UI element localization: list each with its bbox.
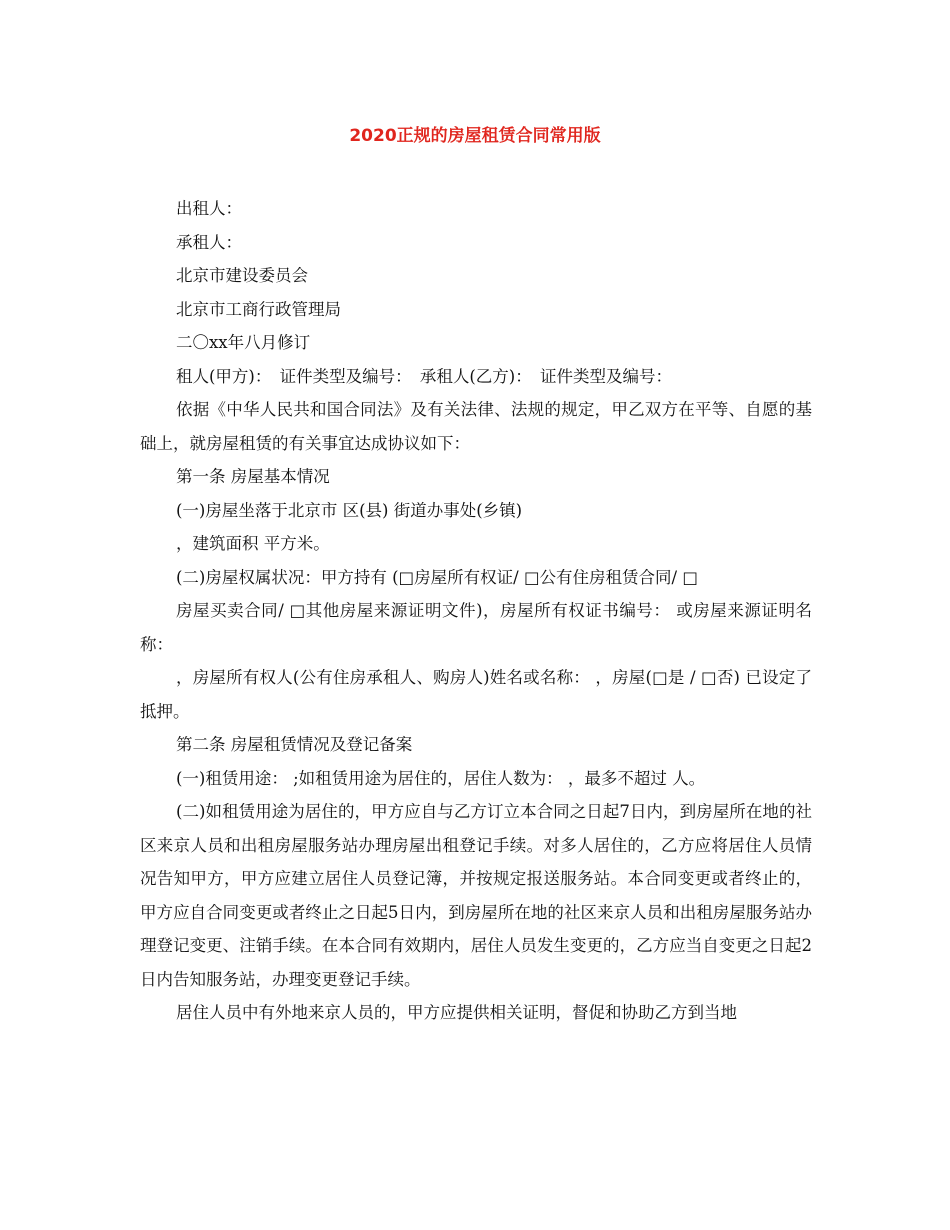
paragraph-nonlocal-residents: 居住人员中有外地来京人员的，甲方应提供相关证明，督促和协助乙方到当地	[176, 1003, 737, 1022]
paragraph-article-2-heading: 第二条 房屋租赁情况及登记备案	[176, 735, 413, 754]
paragraph-party-ids: 租人(甲方)： 证件类型及编号： 承租人(乙方)： 证件类型及编号：	[176, 366, 672, 386]
paragraph-article-1-heading: 第一条 房屋基本情况	[176, 467, 330, 486]
document-title: 2020正规的房屋租赁合同常用版	[349, 126, 601, 146]
paragraph-registration: (二)如租赁用途为居住的，甲方应自与乙方订立本合同之日起7日内，到房屋所在地的社区来京人员和出租房屋服务站办理房屋出租登记手续。对多人居住的，乙方应将居住人员情况告知甲方，甲方应建立居住人员登记簿，并按规定报送服务站。本合同变更或者终止的，甲方应自合同变更或者终止之日起5日内，到房屋所在地的社区来京人员和出租房屋服务站办理登记变更、注销手续。在本合同有效期内，居住人员发生变更的，乙方应当自变更之日起2日内告知服务站，办理变更登记手续。	[140, 802, 812, 989]
paragraph-revision-date: 二〇xx年八月修订	[176, 333, 311, 352]
paragraph-ownership-status: (二)房屋权属状况：甲方持有 (□房屋所有权证/ □公有住房租赁合同/ □	[176, 567, 698, 587]
paragraph-preamble: 依据《中华人民共和国合同法》及有关法律、法规的规定，甲乙双方在平等、自愿的基础上，就房屋租赁的有关事宜达成协议如下：	[140, 400, 812, 453]
paragraph-owner-mortgage: ，房屋所有权人(公有住房承租人、购房人)姓名或名称： ，房屋(□是 / □否) 已设定了抵押。	[140, 668, 812, 721]
paragraph-lessor: 出租人：	[176, 199, 242, 218]
document-body	[140, 192, 812, 1030]
paragraph-ownership-documents: 房屋买卖合同/ □其他房屋来源证明文件)，房屋所有权证书编号： 或房屋来源证明名称：	[140, 601, 812, 654]
paragraph-lessee: 承租人：	[176, 232, 242, 252]
paragraph-issuer-industry-commerce-bureau: 北京市工商行政管理局	[176, 299, 341, 319]
paragraph-building-area: ，建筑面积 平方米。	[176, 534, 330, 553]
paragraph-issuer-construction-committee: 北京市建设委员会	[176, 266, 308, 285]
paragraph-house-location: (一)房屋坐落于北京市 区(县) 街道办事处(乡镇)	[176, 500, 523, 520]
paragraph-rental-use: (一)租赁用途： ;如租赁用途为居住的，居住人数为： ，最多不超过 人。	[176, 768, 706, 788]
